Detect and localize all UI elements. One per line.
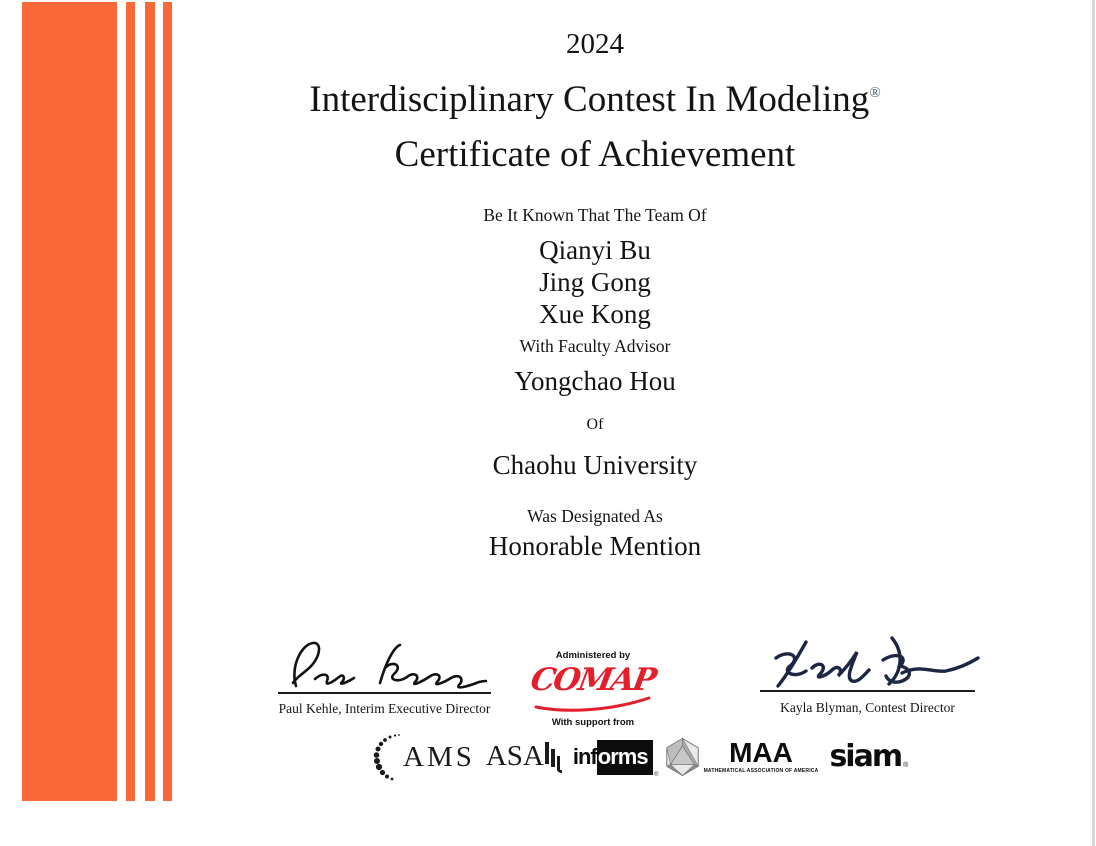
siam-logo-text: siam	[829, 739, 902, 774]
maa-logo-text: MAA	[729, 737, 793, 768]
institution-name: Chaohu University	[492, 450, 698, 480]
maa-logo	[664, 737, 819, 777]
of-label: Of	[586, 416, 604, 433]
asa-logo	[486, 740, 562, 774]
maa-logo-subtext: MATHEMATICAL ASSOCIATION OF AMERICA	[703, 768, 819, 774]
informs-registered-mark: ®	[654, 771, 659, 778]
team-member-2: Jing Gong	[539, 267, 651, 297]
ams-dots-icon	[371, 733, 401, 781]
signature-line-right	[760, 690, 975, 692]
window-edge	[1092, 0, 1095, 846]
advisor-name: Yongchao Hou	[514, 366, 676, 396]
administered-block	[518, 650, 668, 728]
maa-polyhedron-icon	[664, 737, 701, 777]
sponsor-logos-row	[371, 731, 909, 783]
asa-logo-text: ASA	[485, 740, 544, 772]
support-from-label: With support from	[551, 717, 635, 728]
orange-bar-thick	[22, 2, 117, 801]
ams-logo-text: AMS	[403, 740, 475, 773]
contest-title-text: Interdisciplinary Contest In Modeling	[309, 79, 870, 120]
team-member-1: Qianyi Bu	[539, 235, 651, 265]
right-signature-caption: Kayla Blyman, Contest Director	[780, 700, 955, 715]
left-signature-caption: Paul Kehle, Interim Executive Director	[278, 701, 491, 716]
informs-logo	[572, 740, 659, 778]
asa-bars-icon	[544, 740, 562, 774]
comap-logo	[518, 662, 668, 714]
maa-logo-text-block	[703, 737, 819, 774]
contest-title	[120, 79, 1070, 120]
certificate-title: Certificate of Achievement	[394, 134, 796, 175]
registered-mark: ®	[869, 85, 881, 101]
siam-registered-mark: ®	[903, 762, 909, 769]
comap-swoosh-icon	[534, 696, 652, 712]
designation-name: Honorable Mention	[488, 531, 702, 561]
informs-logo-box: orms	[597, 740, 653, 775]
informs-logo-prefix: inf	[572, 744, 597, 769]
team-member-3: Xue Kong	[539, 299, 651, 329]
siam-logo	[829, 739, 909, 774]
ams-logo	[371, 733, 475, 781]
advisor-label: With Faculty Advisor	[519, 336, 671, 356]
signature-line-left	[278, 692, 491, 694]
paul-kehle-signature-icon	[282, 636, 487, 692]
administered-by-label: Administered by	[555, 650, 631, 661]
kayla-blyman-signature-icon	[762, 630, 980, 690]
team-intro-label: Be It Known That The Team Of	[483, 205, 707, 225]
year-text: 2024	[566, 28, 624, 60]
comap-logo-text: COMAP	[528, 662, 658, 698]
designation-label: Was Designated As	[527, 506, 663, 526]
